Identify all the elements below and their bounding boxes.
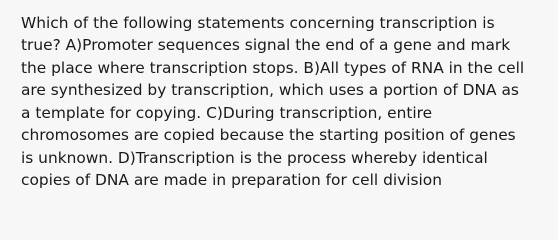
question-text-line-6: chromosomes are copied because the starting position of genes <box>21 126 516 144</box>
question-text-line-2: true? A)Promoter sequences signal the end of a gene and mark <box>21 36 511 54</box>
question-text-line-8: copies of DNA are made in preparation for cell division <box>21 171 442 189</box>
question-text-line-5: a template for copying. C)During transcription, entire <box>21 104 433 122</box>
question-text-line-1: Which of the following statements concerning transcription is <box>21 14 495 32</box>
question-text-line-4: are synthesized by transcription, which uses a portion of DNA as <box>21 81 519 99</box>
question-text-line-7: is unknown. D)Transcription is the process whereby identical <box>21 149 488 167</box>
question-text-line-3: the place where transcription stops. B)All types of RNA in the cell <box>21 59 525 77</box>
